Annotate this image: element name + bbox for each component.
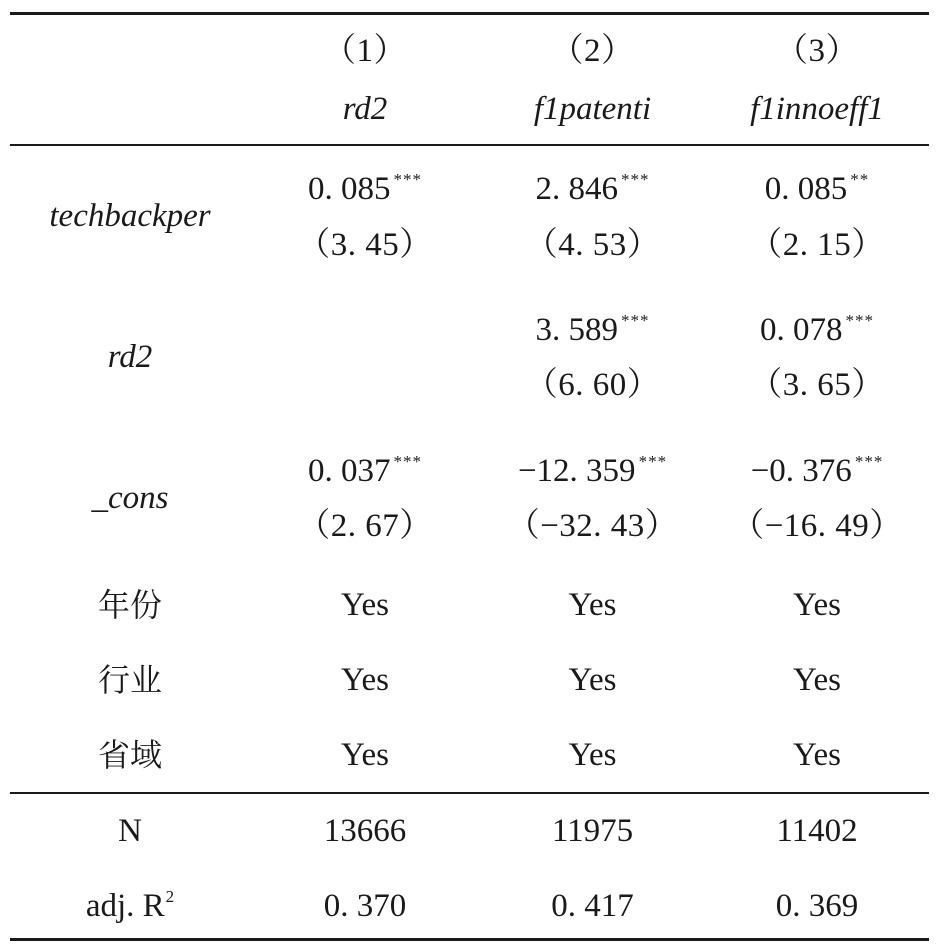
coef-techbackper-1: 0. 085 *** xyxy=(308,170,422,207)
stat-r2-1: 0. 370 xyxy=(323,888,407,924)
stat-n-1: 13666 xyxy=(323,813,407,849)
stars-cons-2: *** xyxy=(638,452,668,471)
coef-techbackper-2: 2. 846 *** xyxy=(535,170,650,207)
control-province-2: Yes xyxy=(568,737,617,773)
tstat-cons-2: （−32. 43） xyxy=(506,508,679,544)
col-number-1: （1） xyxy=(323,33,407,69)
col-number-2: （2） xyxy=(550,33,635,69)
stars-rd2-2: *** xyxy=(621,311,650,330)
regression-table xyxy=(10,0,929,952)
stat-label-n: N xyxy=(118,813,142,849)
control-year-3: Yes xyxy=(792,587,842,623)
control-label-year: 年份 xyxy=(97,586,162,624)
stat-label-adj-r2: adj. $R^2$ xyxy=(85,887,175,924)
tstat-cons-3: （−16. 49） xyxy=(731,508,903,544)
dep-var-3: f1innoeff1 xyxy=(750,91,884,127)
control-label-industry: 行业 xyxy=(97,661,162,699)
control-province-1: Yes xyxy=(340,737,390,773)
col-number-3: （3） xyxy=(775,33,859,69)
row-label-rd2: rd2 xyxy=(107,339,153,375)
stat-r2-3: 0. 369 xyxy=(775,888,859,924)
stat-n-3: 11402 xyxy=(776,813,858,849)
top-rule xyxy=(10,12,929,15)
coef-cons-1: 0. 037 *** xyxy=(308,452,422,489)
tstat-techbackper-3: （2. 15） xyxy=(749,227,885,263)
tstat-techbackper-1: （3. 45） xyxy=(297,227,433,263)
dep-var-2: f1patenti xyxy=(533,91,652,127)
stars-techbackper-3: ** xyxy=(850,170,870,189)
row-label-techbackper: techbackper xyxy=(49,198,211,234)
control-year-2: Yes xyxy=(568,587,617,623)
tstat-techbackper-2: （4. 53） xyxy=(524,227,661,263)
control-year-1: Yes xyxy=(340,587,390,623)
stars-cons-1: *** xyxy=(393,452,422,471)
bottom-rule xyxy=(10,938,929,941)
coef-cons-2: −12. 359 *** xyxy=(517,452,668,489)
control-industry-2: Yes xyxy=(568,662,617,698)
dep-var-1: rd2 xyxy=(342,91,388,127)
tstat-rd2-3: （3. 65） xyxy=(749,367,885,403)
stars-cons-3: *** xyxy=(854,452,884,471)
control-province-3: Yes xyxy=(792,737,842,773)
coef-techbackper-3: 0. 085 ** xyxy=(764,170,870,207)
control-label-province: 省域 xyxy=(97,736,162,774)
coef-rd2-2: 3. 589 *** xyxy=(535,311,650,348)
tstat-cons-1: （2. 67） xyxy=(297,508,433,544)
stat-r2-2: 0. 417 xyxy=(551,888,634,924)
stat-n-2: 11975 xyxy=(551,813,634,849)
control-industry-1: Yes xyxy=(340,662,390,698)
header-rule xyxy=(10,144,929,146)
stars-techbackper-1: *** xyxy=(393,170,422,189)
stars-rd2-3: *** xyxy=(845,311,874,330)
coef-rd2-3: 0. 078 *** xyxy=(760,311,874,348)
stats-rule xyxy=(10,792,929,794)
tstat-rd2-2: （6. 60） xyxy=(524,367,661,403)
coef-cons-3: −0. 376 *** xyxy=(750,452,884,489)
stars-techbackper-2: *** xyxy=(621,170,650,189)
row-label-cons: _cons xyxy=(91,480,169,516)
control-industry-3: Yes xyxy=(792,662,842,698)
